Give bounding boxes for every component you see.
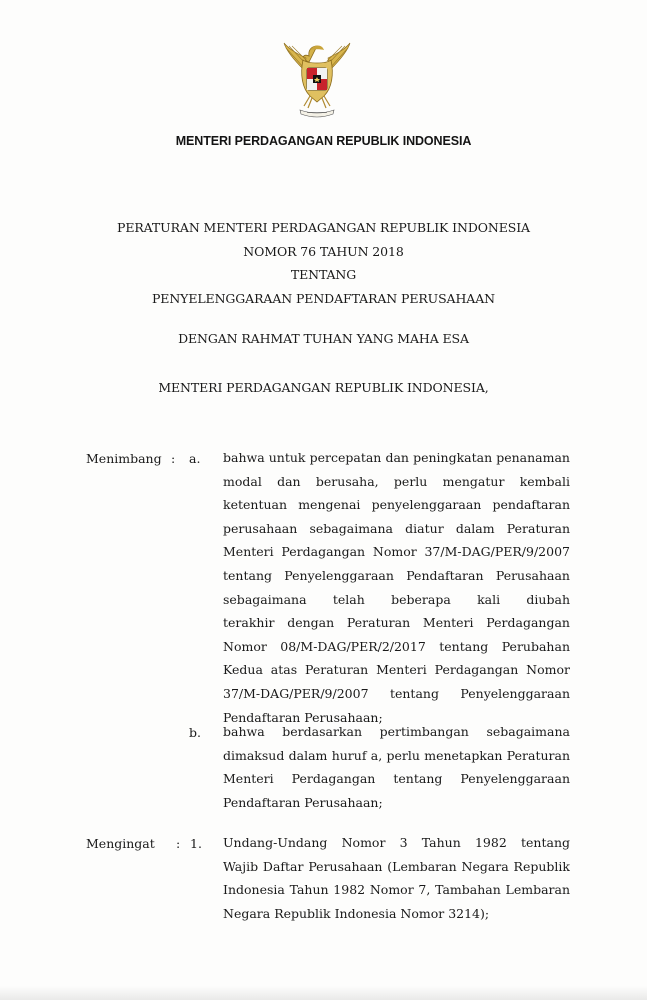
paragraph-line: Undang-Undang Nomor 3 Tahun 1982 tentang: [223, 835, 570, 850]
paragraph-line: Nomor 08/M-DAG/PER/2/2017 tentang Perubahan: [223, 638, 570, 654]
paragraph-line: Negara Republik Indonesia Nomor 3214);: [223, 905, 490, 921]
paragraph-line: Indonesia Tahun 1982 Nomor 7, Tambahan Lembaran: [223, 882, 570, 898]
ministry-header: MENTERI PERDAGANGAN REPUBLIK INDONESIA: [175, 134, 472, 148]
paragraph-line: Menteri Perdagangan Nomor 37/M-DAG/PER/9/2007: [223, 544, 570, 560]
paragraph-line: Wajib Daftar Perusahaan (Lembaran Negara Republik: [223, 858, 570, 874]
menimbang-item-a: [223, 446, 570, 729]
mengingat-label: Mengingat: [86, 836, 155, 851]
blessing-line: DENGAN RAHMAT TUHAN YANG MAHA ESA: [178, 331, 469, 346]
paragraph-line: terakhir dengan Peraturan Menteri Perdagangan: [223, 615, 570, 631]
paragraph-line: 37/M-DAG/PER/9/2007 tentang Penyelenggaraan: [223, 685, 570, 701]
paragraph-line: Menteri Perdagangan tentang Penyelenggaraan: [223, 771, 570, 787]
paragraph-line: bahwa untuk percepatan dan peningkatan penanaman: [223, 450, 570, 465]
item-a-marker: a.: [189, 451, 201, 466]
paragraph-line: Kedua atas Peraturan Menteri Perdagangan Nomor: [223, 662, 570, 678]
paragraph-line: tentang Penyelenggaraan Pendaftaran Perusahaan: [223, 567, 570, 583]
paragraph-line: modal dan berusaha, perlu mengatur kembali: [223, 473, 570, 489]
title-line-3: TENTANG: [290, 267, 357, 282]
garuda-pancasila-emblem-icon: [280, 40, 354, 124]
scan-edge: [0, 986, 647, 1000]
minister-line: MENTERI PERDAGANGAN REPUBLIK INDONESIA,: [158, 380, 489, 395]
paragraph-line: Pendaftaran Perusahaan;: [223, 709, 383, 725]
regulation-title: [0, 216, 647, 310]
title-line-4: PENYELENGGARAAN PENDAFTARAN PERUSAHAAN: [152, 290, 495, 306]
title-line-2: NOMOR 76 TAHUN 2018: [243, 243, 404, 259]
paragraph-line: Pendaftaran Perusahaan;: [223, 794, 383, 810]
paragraph-line: perusahaan sebagaimana diatur dalam Peraturan: [223, 520, 570, 536]
menimbang-label: Menimbang: [86, 451, 162, 466]
mengingat-item-1: [223, 831, 570, 925]
menimbang-colon: :: [171, 451, 176, 466]
paragraph-line: sebagaimana telah beberapa kali diubah: [223, 591, 570, 607]
mengingat-colon: :: [176, 836, 181, 851]
paragraph-line: ketentuan mengenai penyelenggaraan pendaftaran: [223, 497, 570, 513]
item-b-marker: b.: [189, 725, 201, 740]
menimbang-item-b: [223, 720, 570, 814]
paragraph-line: bahwa berdasarkan pertimbangan sebagaimana: [223, 724, 570, 739]
title-line-1: PERATURAN MENTERI PERDAGANGAN REPUBLIK INDONESIA: [117, 220, 530, 235]
item-1-marker: 1.: [190, 836, 202, 851]
paragraph-line: dimaksud dalam huruf a, perlu menetapkan Peraturan: [223, 747, 570, 763]
